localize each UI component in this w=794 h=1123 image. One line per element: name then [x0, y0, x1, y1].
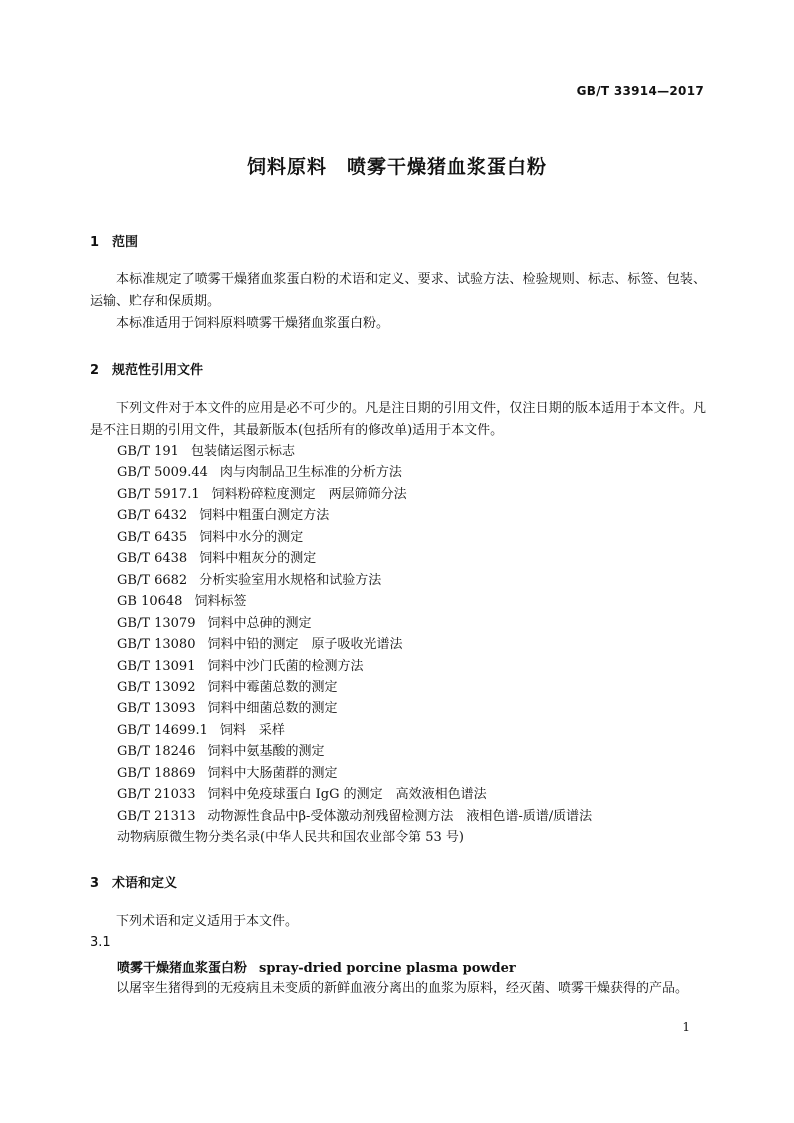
- reference-item: [117, 656, 592, 677]
- reference-item: [117, 548, 592, 569]
- reference-title: 饲料中粗灰分的测定: [199, 551, 317, 567]
- reference-item: [117, 763, 592, 784]
- reference-code: GB/T 191: [117, 444, 179, 459]
- reference-item: [117, 677, 592, 698]
- section-heading-normative-refs: [90, 359, 203, 378]
- reference-code: GB/T 14699.1: [117, 722, 208, 738]
- reference-title: 饲料中沙门氏菌的检测方法: [207, 658, 364, 674]
- reference-title: 饲料中铅的测定 原子吸收光谱法: [207, 637, 403, 653]
- term-definition: 以屠宰生猪得到的无疫病且未变质的新鲜血液分离出的血浆为原料，经灭菌、喷雾干燥获得的产品。: [116, 981, 689, 996]
- section-title: 术语和定义: [112, 876, 178, 891]
- reference-item: [117, 827, 592, 848]
- reference-code: GB/T 6435: [117, 529, 188, 545]
- reference-item: [117, 741, 592, 762]
- scope-paragraph-2: 本标准适用于饲料原料喷雾干燥猪血浆蛋白粉。: [116, 316, 390, 331]
- section-title: 范围: [112, 235, 139, 250]
- reference-list: [117, 441, 592, 849]
- reference-code: GB/T 5917.1: [117, 486, 200, 502]
- section-number: 2: [90, 363, 100, 378]
- standard-code: GB/T 33914—2017: [576, 84, 704, 98]
- reference-title: 饲料中免疫球蛋白 IgG 的测定 高效液相色谱法: [207, 787, 487, 803]
- reference-item: [117, 634, 592, 655]
- reference-title: 饲料中大肠菌群的测定: [207, 765, 338, 781]
- reference-title: 分析实验室用水规格和试验方法: [199, 572, 382, 588]
- reference-item: [117, 784, 592, 805]
- page-number: 1: [682, 1020, 690, 1034]
- reference-title: 动物病原微生物分类名录(中华人民共和国农业部令第 53 号): [117, 830, 464, 846]
- reference-title: 饲料标签: [194, 594, 247, 610]
- reference-code: GB/T 13093: [117, 701, 196, 717]
- reference-code: GB/T 13091: [117, 658, 196, 674]
- reference-title: 饲料中粗蛋白测定方法: [199, 508, 330, 524]
- term-heading: [117, 957, 516, 976]
- term-number: 3.1: [90, 935, 111, 950]
- reference-title: 饲料粉碎粒度测定 两层筛筛分法: [211, 486, 407, 502]
- reference-code: GB/T 18246: [117, 744, 196, 760]
- reference-item: [117, 462, 592, 483]
- section-heading-scope: [90, 231, 138, 250]
- reference-code: GB/T 13092: [117, 679, 196, 695]
- document-title: 饲料原料 喷雾干燥猪血浆蛋白粉: [246, 156, 547, 178]
- term-name-en: spray-dried porcine plasma powder: [259, 961, 516, 976]
- section-title: 规范性引用文件: [112, 363, 204, 378]
- reference-item: [117, 591, 592, 612]
- normative-refs-intro: 下列文件对于本文件的应用是必不可少的。凡是注日期的引用文件，仅注日期的版本适用于本文件。凡是不注日期的引用文件，其最新版本(包括所有的修改单)适用于本文件。: [90, 401, 706, 438]
- section-heading-terms: [90, 872, 177, 891]
- reference-title: 饲料中氨基酸的测定: [207, 744, 325, 760]
- reference-item: [117, 806, 592, 827]
- reference-item: [117, 527, 592, 548]
- reference-item: [117, 505, 592, 526]
- reference-item: [117, 441, 592, 462]
- reference-item: [117, 720, 592, 741]
- reference-item: [117, 698, 592, 719]
- reference-item: [117, 613, 592, 634]
- terms-intro: 下列术语和定义适用于本文件。: [116, 914, 299, 929]
- reference-title: 饲料中水分的测定: [199, 529, 304, 545]
- reference-item: [117, 484, 592, 505]
- reference-title: 饲料 采样: [219, 722, 285, 738]
- term-name-zh: 喷雾干燥猪血浆蛋白粉: [117, 961, 248, 976]
- reference-title: 饲料中细菌总数的测定: [207, 701, 338, 717]
- reference-code: GB/T 6438: [117, 551, 188, 567]
- reference-code: GB/T 21033: [117, 787, 196, 803]
- reference-title: 饲料中霉菌总数的测定: [207, 679, 338, 695]
- reference-code: GB/T 5009.44: [117, 465, 208, 481]
- reference-code: GB/T 6682: [117, 572, 188, 588]
- reference-code: GB/T 6432: [117, 508, 188, 524]
- reference-code: GB/T 18869: [117, 765, 196, 781]
- reference-item: [117, 570, 592, 591]
- section-number: 1: [90, 235, 100, 250]
- reference-code: GB/T 21313: [117, 808, 196, 824]
- reference-title: 肉与肉制品卫生标准的分析方法: [219, 465, 402, 481]
- reference-code: GB/T 13080: [117, 637, 196, 653]
- scope-paragraph-1: 本标准规定了喷雾干燥猪血浆蛋白粉的术语和定义、要求、试验方法、检验规则、标志、标签、包装、运输、贮存和保质期。: [90, 272, 706, 309]
- reference-code: GB 10648: [117, 594, 183, 610]
- reference-title: 包装储运图示标志: [190, 444, 295, 459]
- reference-title: 饲料中总砷的测定: [207, 615, 312, 631]
- reference-code: GB/T 13079: [117, 615, 196, 631]
- reference-title: 动物源性食品中β-受体激动剂残留检测方法 液相色谱-质谱/质谱法: [207, 808, 593, 824]
- section-number: 3: [90, 876, 100, 891]
